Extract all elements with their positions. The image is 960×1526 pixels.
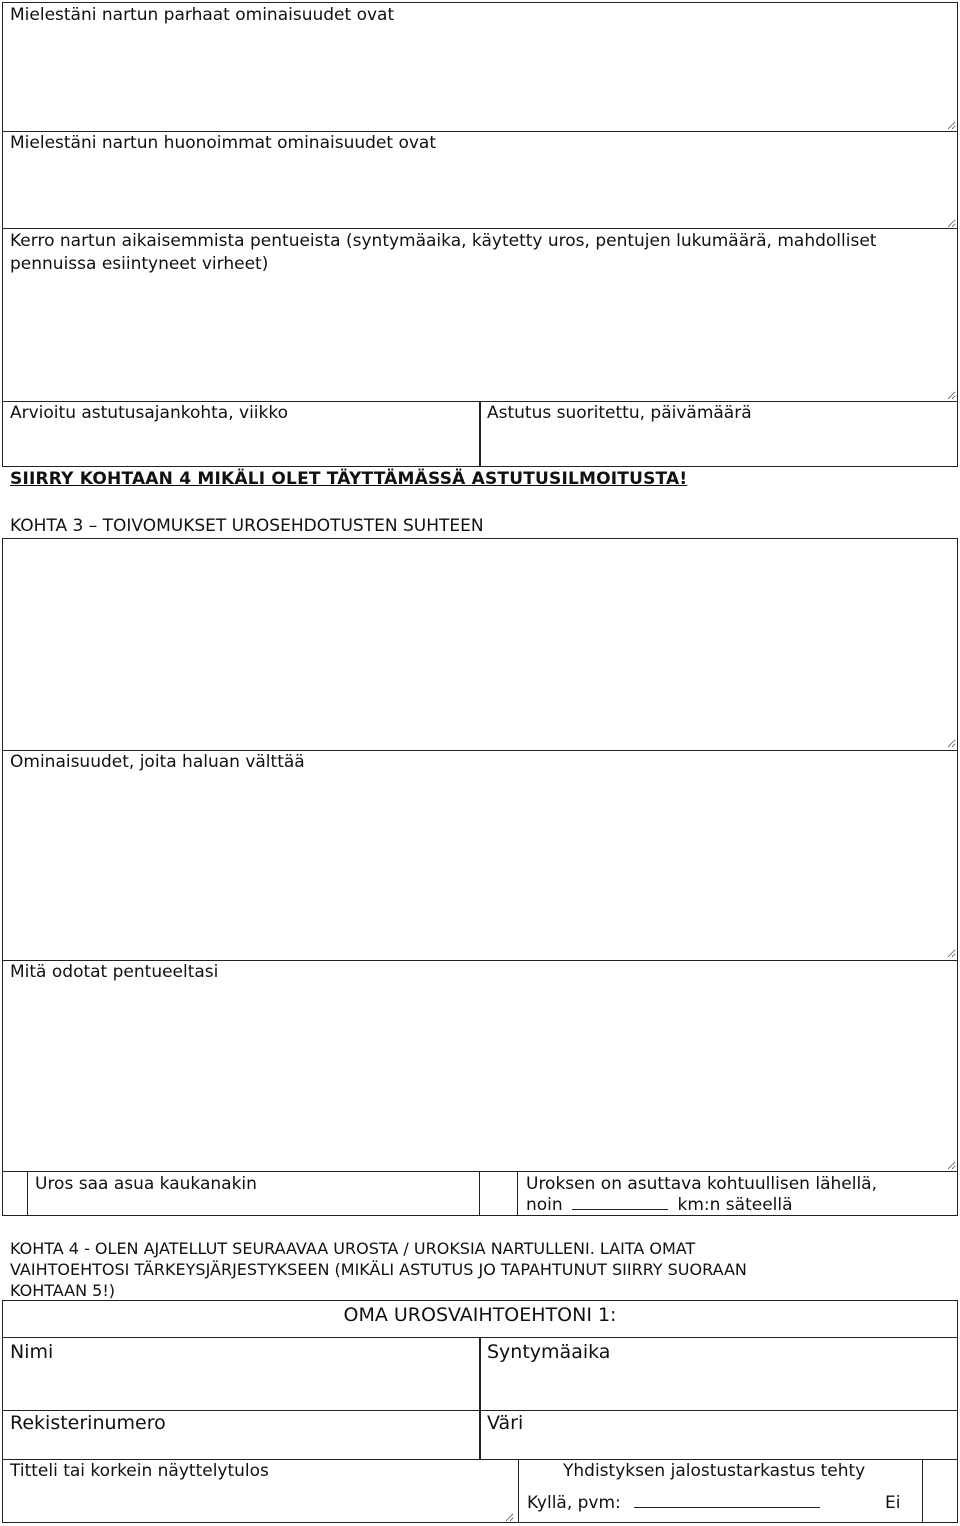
far-checkbox[interactable]: [2, 1171, 28, 1216]
section4-heading-line2: VAIHTOEHTOSI TÄRKEYSJÄRJESTYKSEEN (MIKÄLI ASTUTUS JO TAPAHTUNUT SIIRRY SUORAAN: [10, 1260, 747, 1279]
expectations-input[interactable]: [8, 988, 956, 1170]
yes-label: Kyllä, pvm:: [527, 1493, 621, 1513]
estimated-mating-label: Arvioitu astutusajankohta, viikko: [10, 403, 289, 423]
inspection-divider: [518, 1459, 519, 1523]
name-label: Nimi: [10, 1341, 54, 1363]
name-input[interactable]: [10, 1370, 474, 1406]
near-checkbox[interactable]: [480, 1171, 518, 1216]
title-label: Titteli tai korkein näyttelytulos: [10, 1461, 269, 1481]
reg-label: Rekisterinumero: [10, 1412, 166, 1434]
near-label-prefix: noin: [526, 1195, 563, 1215]
mating-done-label: Astutus suoritettu, päivämäärä: [487, 403, 752, 423]
wishes-input[interactable]: [8, 544, 956, 748]
no-label: Ei: [885, 1493, 901, 1513]
far-label: Uros saa asua kaukanakin: [35, 1174, 257, 1194]
previous-litters-label-line1: Kerro nartun aikaisemmista pentueista (syntymäaika, käytetty uros, pentujen lukumäärä, mahdolliset: [10, 231, 877, 251]
inspection-date-field[interactable]: [634, 1491, 820, 1508]
previous-litters-label-line2: pennuissa esiintyneet virheet): [10, 254, 269, 274]
option-title: OMA UROSVAIHTOEHTONI 1:: [343, 1304, 617, 1326]
inspection-yes: [527, 1491, 820, 1515]
best-traits-label: Mielestäni nartun parhaat ominaisuudet ovat: [10, 5, 395, 25]
mating-done-input[interactable]: [487, 430, 951, 462]
title-input[interactable]: [10, 1486, 514, 1522]
distance-km-field[interactable]: [572, 1193, 668, 1210]
near-label-line1: Uroksen on asuttava kohtuullisen lähellä,: [526, 1174, 877, 1194]
worst-traits-input[interactable]: [8, 158, 956, 228]
section4-heading-line1: KOHTA 4 - OLEN AJATELLUT SEURAAVAA UROSTA / UROKSIA NARTULLENI. LAITA OMAT: [10, 1239, 696, 1258]
inspection-label: Yhdistyksen jalostustarkastus tehty: [563, 1461, 866, 1481]
expectations-label: Mitä odotat pentueeltasi: [10, 962, 219, 982]
estimated-mating-input[interactable]: [10, 430, 474, 462]
color-label: Väri: [487, 1412, 524, 1434]
near-label-line2: [526, 1193, 793, 1217]
section4-heading-line3: KOHTAAN 5!): [10, 1281, 115, 1300]
color-input[interactable]: [540, 1414, 954, 1456]
birthdate-label: Syntymäaika: [487, 1341, 611, 1363]
worst-traits-label: Mielestäni nartun huonoimmat ominaisuudet ovat: [10, 133, 436, 153]
reg-input[interactable]: [190, 1414, 474, 1456]
skip-notice: SIIRRY KOHTAAN 4 MIKÄLI OLET TÄYTTÄMÄSSÄ ASTUTUSILMOITUSTA!: [10, 469, 688, 489]
no-checkbox[interactable]: [922, 1459, 923, 1523]
birthdate-input[interactable]: [487, 1370, 951, 1406]
avoid-traits-input[interactable]: [8, 778, 956, 958]
previous-litters-input[interactable]: [8, 280, 956, 400]
avoid-traits-label: Ominaisuudet, joita haluan välttää: [10, 752, 305, 772]
best-traits-input[interactable]: [8, 30, 956, 130]
section3-heading: KOHTA 3 – TOIVOMUKSET UROSEHDOTUSTEN SUHTEEN: [10, 516, 484, 536]
near-label-suffix: km:n säteellä: [677, 1195, 793, 1215]
